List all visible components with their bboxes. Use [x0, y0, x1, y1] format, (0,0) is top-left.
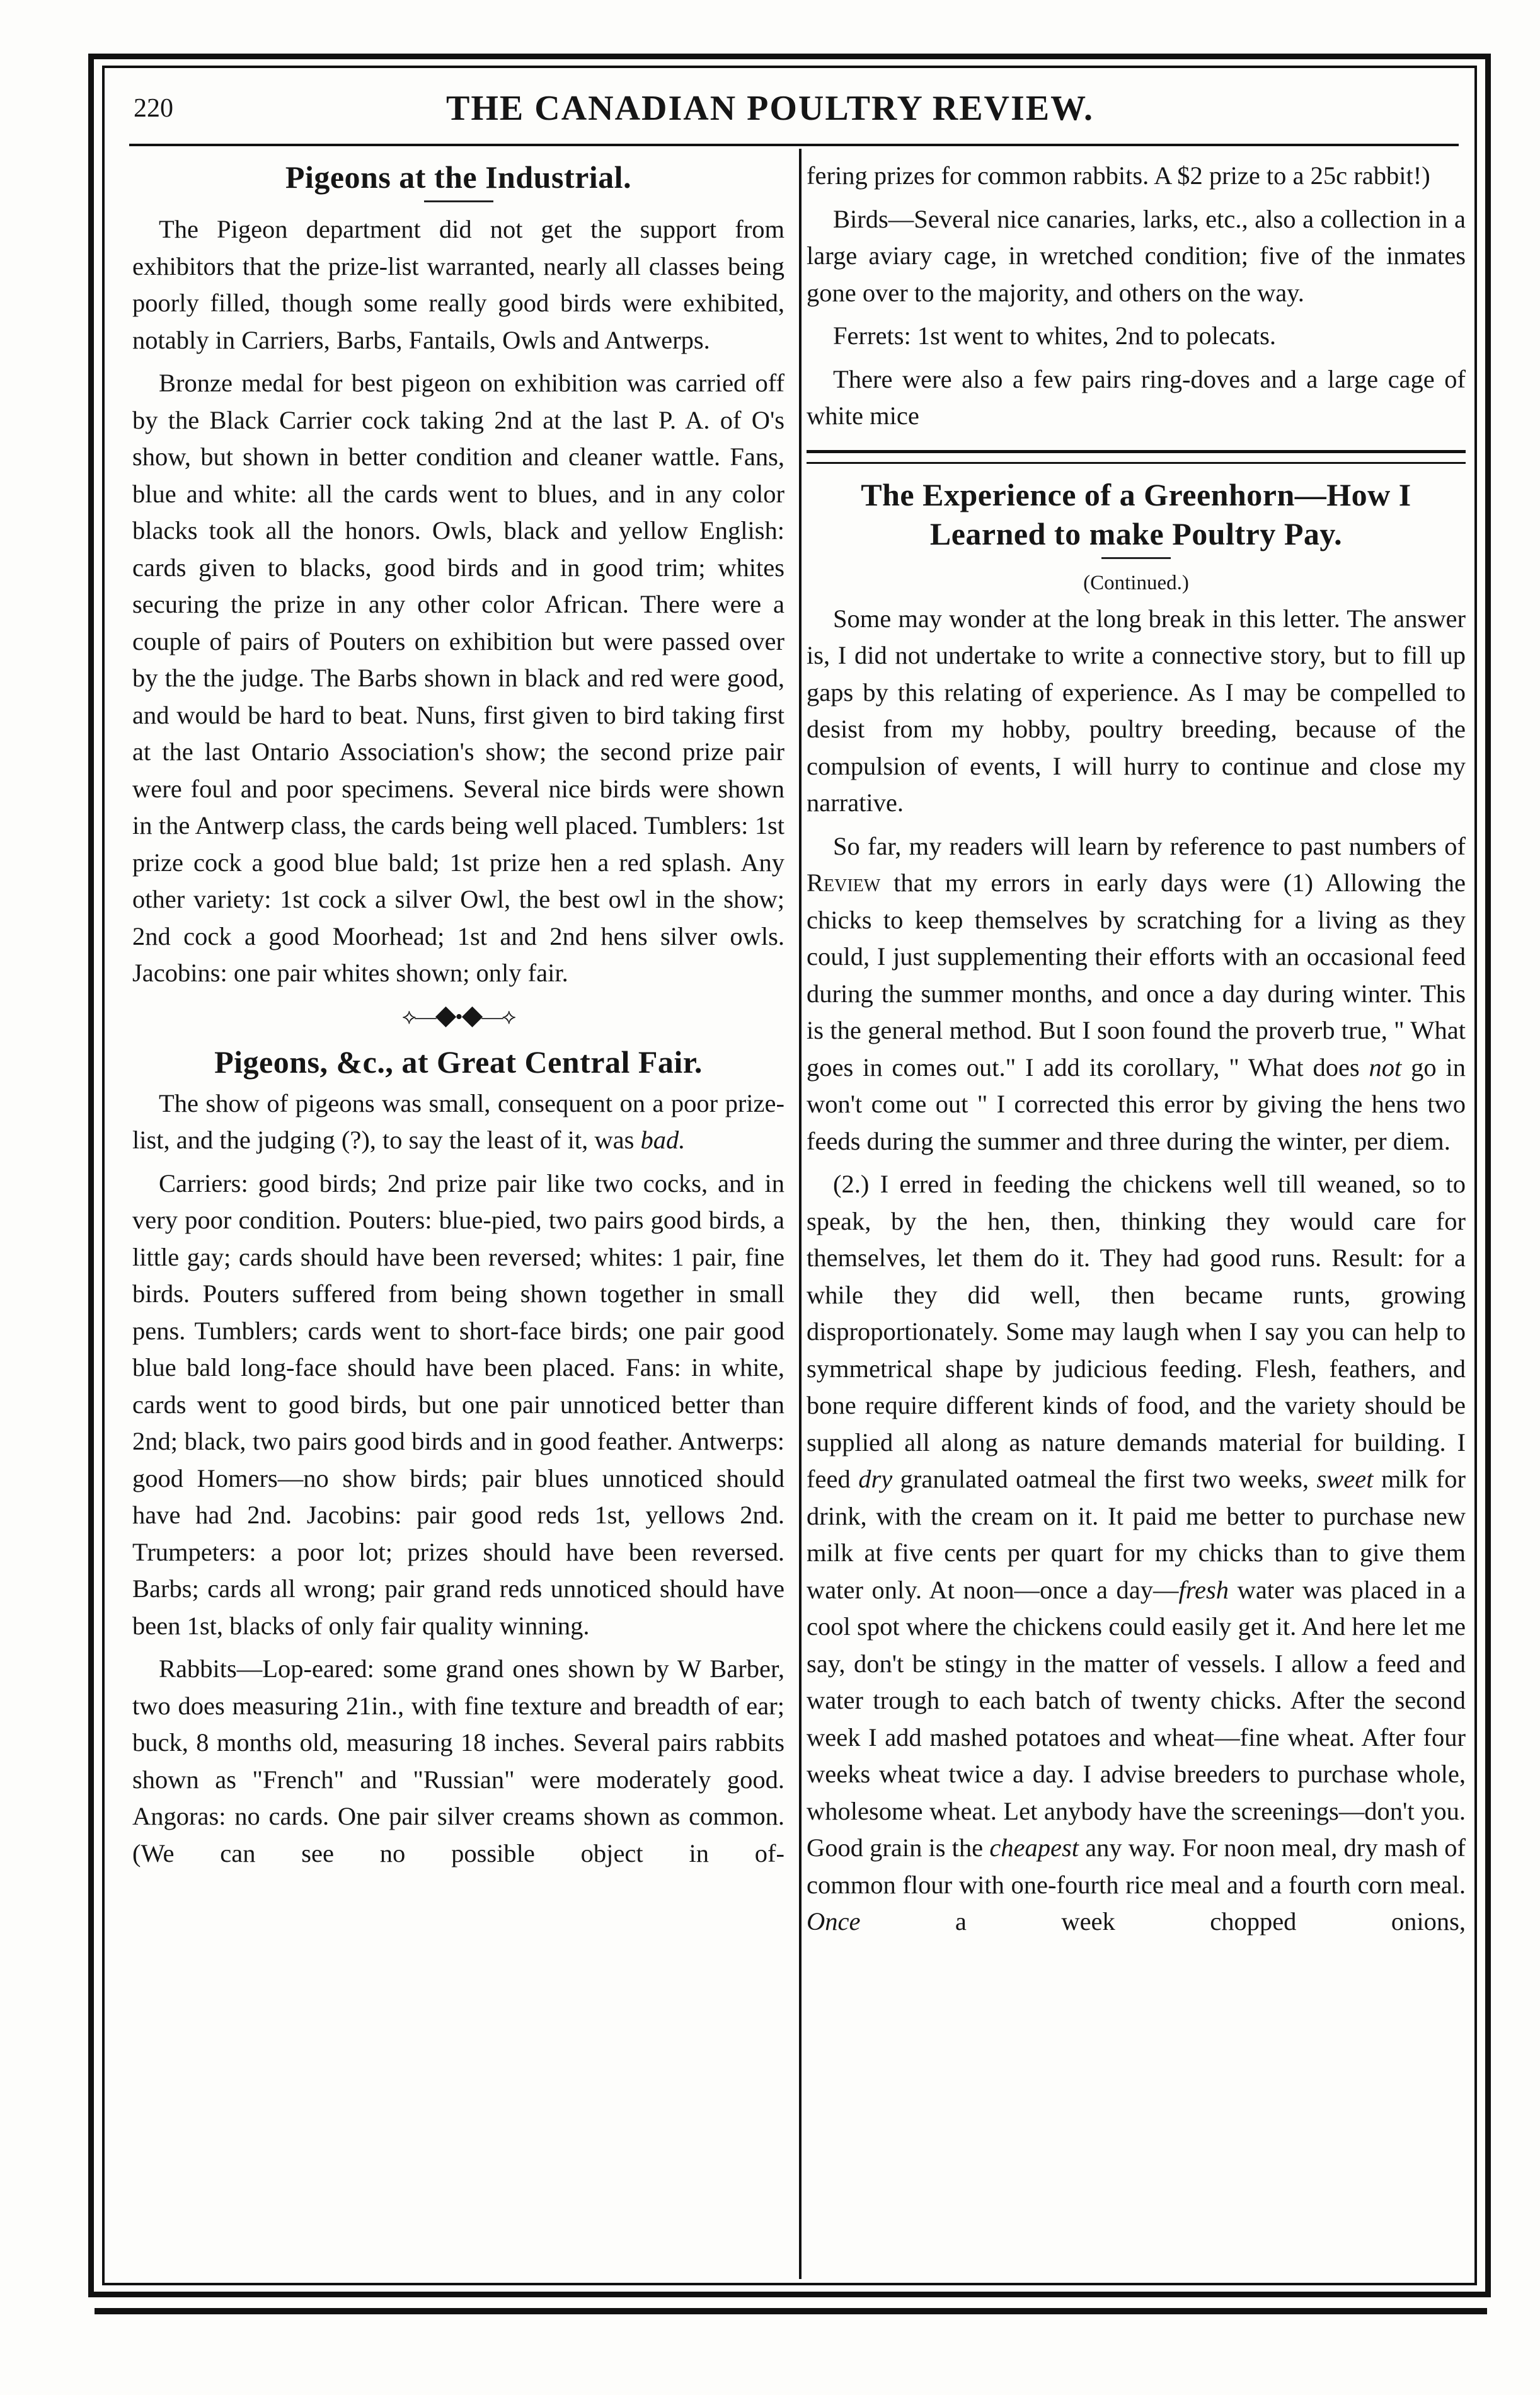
article-title-industrial: Pigeons at the Industrial.	[285, 159, 632, 195]
italic-text: bad.	[640, 1126, 686, 1154]
text-run: any way. For noon meal, dry mash of common flour with one-fourth rice meal and a fourth corn meal.	[807, 1833, 1466, 1899]
title-rule	[1101, 557, 1171, 559]
header-rule	[129, 144, 1459, 146]
article-title-central-fair: Pigeons, &c., at Great Central Fair.	[214, 1044, 703, 1080]
text-run: The show of pigeons was small, consequent on a poor prize-list, and the judging (?), to say the least of it, was	[132, 1088, 784, 1154]
paragraph: Ferrets: 1st went to whites, 2nd to polecats.	[833, 321, 1277, 350]
text-run: granulated oatmeal the first two weeks,	[892, 1465, 1317, 1493]
running-title: THE CANADIAN POULTRY REVIEW.	[446, 89, 1094, 128]
review-smallcaps: Review	[807, 869, 881, 897]
section-ornament: ⟡—◆•◆—⟡	[402, 1005, 515, 1029]
italic-text: sweet	[1316, 1465, 1374, 1493]
paragraph: The Pigeon department did not get the support from exhibitors that the prize-list warranted, nearly all classes being poorly filled, though some really good birds were exhibited, notably in Carriers, Barbs, Fantails, Owls and Antwerps.	[132, 215, 784, 354]
italic-text: cheapest	[989, 1833, 1079, 1862]
continued-note: (Continued.)	[1083, 571, 1189, 594]
paragraph: There were also a few pairs ring-doves and a large cage of white mice	[807, 364, 1466, 430]
paragraph	[807, 828, 1466, 1160]
paragraph: Birds—Several nice canaries, larks, etc., also a collection in a large aviary cage, in wretched condition; five of the inmates gone over to the majority, and others on the way.	[807, 204, 1466, 307]
text-run: go in won't come out " I corrected this error by giving the hens two feeds during the summer and three during the winter, per diem.	[807, 1053, 1466, 1155]
text-run: So far, my readers will learn by reference to past numbers of	[833, 831, 1466, 860]
title-rule	[424, 200, 493, 202]
column-divider	[799, 149, 802, 2279]
title-line: The Experience of a Greenhorn—How I	[861, 476, 1411, 512]
section-double-rule	[807, 450, 1466, 464]
paragraph: Carriers: good birds; 2nd prize pair like two cocks, and in very poor condition. Pouters: blue-pied, two pairs good birds, a little gay; cards should have been reversed; whites: 1 pair, fine birds. Pouters suffered from being shown together in small pens. Tumblers; cards went to short-face birds; one pair good blue bald long-face should have been placed. Fans: in white, cards went to good birds, but one pair unnoticed better than 2nd; black, two pairs good birds and in good feather. Antwerps: good Homers—no show birds; pair blues unnoticed should have had 2nd. Jacobins: pair good reds 1st, yellows 2nd. Trumpeters: a poor lot; prizes should have been reversed. Barbs; cards all wrong; pair grand reds unnoticed should have been 1st, blacks of only fair quality winning.	[132, 1169, 784, 1640]
paragraph	[132, 1085, 784, 1159]
paragraph	[807, 1166, 1466, 1941]
italic-text: fresh	[1178, 1575, 1229, 1604]
text-run: a week chopped onions,	[860, 1907, 1466, 1936]
italic-text: not	[1369, 1053, 1402, 1082]
text-run: milk for drink, with the cream on it. It paid me better to purchase new milk at five cents per quart for my chicks than to give them water only. At noon—once a day—	[807, 1465, 1466, 1604]
bottom-rule	[95, 2308, 1487, 2314]
italic-text: Once	[807, 1907, 861, 1936]
article-title-greenhorn	[807, 475, 1466, 553]
paragraph-continued: fering prizes for common rabbits. A $2 prize to a 25c rabbit!)	[807, 161, 1430, 190]
paragraph: Some may wonder at the long break in this letter. The answer is, I did not undertake to write a connective story, but to fill up gaps by this relating of experience. As I may be compelled to desist from my hobby, poultry breeding, because of the compulsion of events, I will hurry to continue and close my narrative.	[807, 604, 1466, 817]
italic-text: dry	[858, 1465, 893, 1493]
text-run: (2.) I erred in feeding the chickens well till weaned, so to speak, by the hen, then, thinking they would care for themselves, let them do it. They had good runs. Result: for a while they did well, then became runts, growing disproportionately. Some may laugh when I say you can help to symmetrical shape by judicious feeding. Flesh, feathers, and bone require different kinds of food, and the variety should be supplied all along as nature demands material for building. I feed	[807, 1170, 1466, 1493]
paragraph: Bronze medal for best pigeon on exhibition was carried off by the Black Carrier cock taking 2nd at the last P. A. of O's show, but shown in better condition and cleaner wattle. Fans, blue and white: all the cards went to blues, and in any color blacks took all the honors. Owls, black and yellow English: cards given to blacks, good birds and in good trim; whites securing the prize in any other color African. There were a couple of pairs of Pouters on exhibition but were passed over by the the judge. The Barbs shown in black and red were good, and would be hard to beat. Nuns, first given to bird taking first at the last Ontario Association's show; the second prize pair were foul and poor specimens. Several nice birds were shown in the Antwerp class, the cards being well placed. Tumblers: 1st prize cock a good blue bald; 1st prize hen a red splash. Any other variety: 1st cock a silver Owl, the best owl in the show; 2nd cock a good Moorhead; 1st and 2nd hens silver owls. Jacobins: one pair whites shown; only fair.	[132, 369, 784, 987]
right-column	[807, 158, 1466, 1941]
title-line: Learned to make Poultry Pay.	[929, 516, 1343, 551]
page-number: 220	[134, 94, 173, 123]
text-run: that my errors in early days were (1) Allowing the chicks to keep themselves by scratching for a living as they could, I just supplementing their efforts with an occasional feed during the summer months, and once a day during winter. This is the general method. But I soon found the proverb true, " What goes in comes out." I add its corollary, " What does	[807, 869, 1466, 1082]
text-run: water was placed in a cool spot where the chickens could easily get it. And here let me say, don't be stingy in the matter of vessels. I allow a feed and water trough to each batch of twenty chicks. After the second week I add mashed potatoes and wheat—fine wheat. After four weeks wheat twice a day. I advise breeders to purchase whole, wholesome wheat. Let anybody have the screenings—don't you. Good grain is the	[807, 1575, 1466, 1862]
paragraph: Rabbits—Lop-eared: some grand ones shown by W Barber, two does measuring 21in., with fine texture and breadth of ear; buck, 8 months old, measuring 18 inches. Several pairs rabbits shown as "French" and "Russian" were moderately good. Angoras: no cards. One pair silver creams shown as common. (We can see no possible object in of-	[132, 1654, 784, 1867]
left-column	[132, 158, 784, 1872]
